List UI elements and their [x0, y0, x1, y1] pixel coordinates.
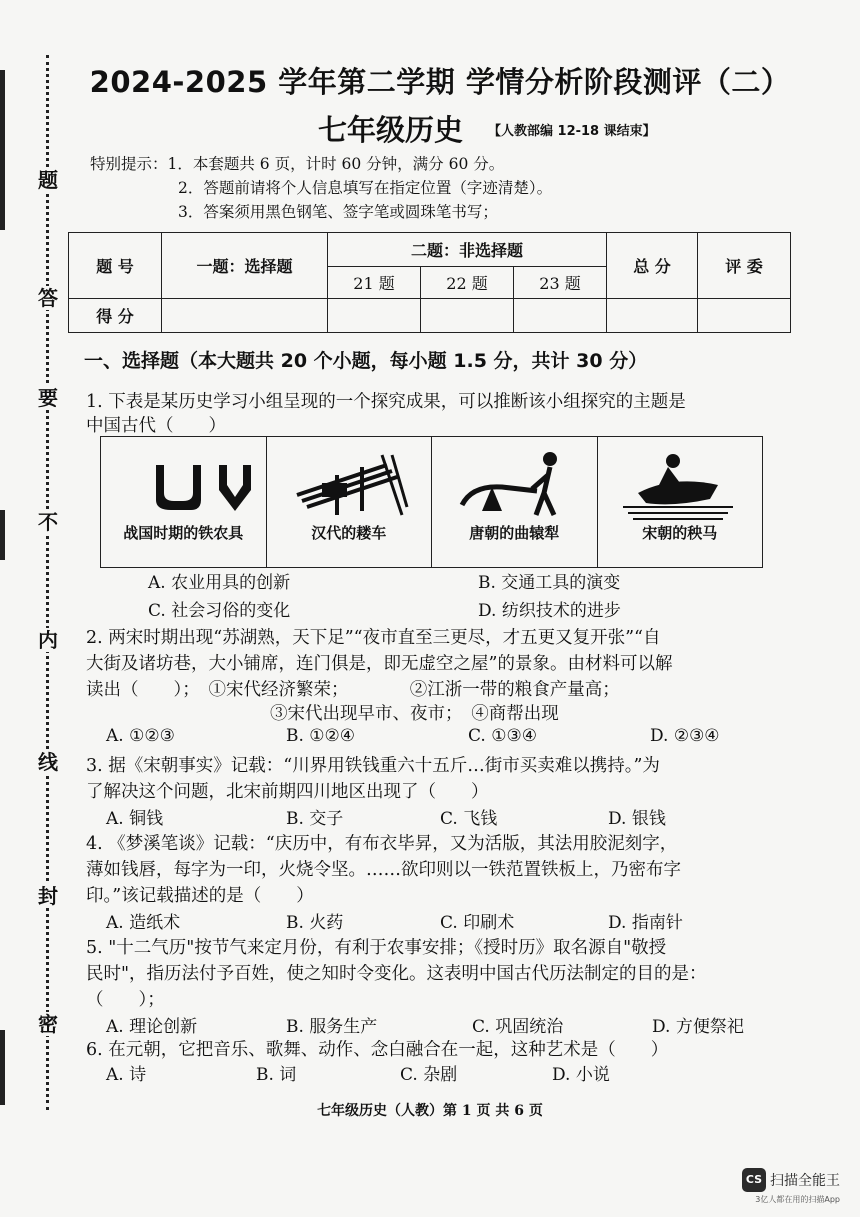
- q23-header: 23 题: [514, 267, 607, 299]
- question-stem: 大街及诸坊巷，大小铺席，连门俱是，即无虚空之屋”的景象。由材料可以解: [86, 654, 673, 674]
- option-d[interactable]: D. 方便祭祀: [652, 1017, 744, 1037]
- scanner-watermark: [742, 1168, 840, 1205]
- defen-label: 得 分: [69, 299, 162, 333]
- option-d[interactable]: D. 小说: [552, 1065, 610, 1085]
- question-stem: 1. 下表是某历史学习小组呈现的一个探究成果，可以推断该小组探究的主题是: [86, 392, 686, 412]
- option-c[interactable]: C. 飞钱: [440, 809, 498, 829]
- part2-header: 二题：非选择题: [328, 233, 607, 267]
- question-stem: 薄如钱唇，每字为一印，火烧令坚。……欲印则以一铁范置铁板上，乃密布字: [86, 860, 681, 880]
- q22-header: 22 题: [421, 267, 514, 299]
- option-a[interactable]: A. 造纸术: [106, 913, 181, 933]
- binding-char: 不: [38, 510, 58, 534]
- score-cell[interactable]: [514, 299, 607, 333]
- q21-header: 21 题: [328, 267, 421, 299]
- option-b[interactable]: B. 交通工具的演变: [478, 573, 621, 593]
- binding-char: 要: [38, 386, 58, 410]
- question-stem: 3. 据《宋朝事实》记载：“川界用铁钱重六十五斤…街市买卖难以携持。”为: [86, 756, 660, 776]
- seed-drill-icon: [267, 445, 427, 525]
- tihao-header: 题 号: [69, 233, 162, 299]
- binding-char: 封: [38, 884, 58, 908]
- question-stem: 印。”该记载描述的是（ ）: [86, 886, 314, 906]
- question-stem: 民时"，指历法付予百姓，使之知时令变化。这表明中国古代历法制定的目的是：: [86, 964, 707, 984]
- rice-seedling-horse-icon: [598, 445, 758, 525]
- option-b[interactable]: B. 交子: [286, 809, 344, 829]
- question-stem: （ ）；: [86, 990, 165, 1010]
- subject-title: 七年级历史: [318, 113, 464, 147]
- question-stem: 4. 《梦溪笔谈》记载：“庆历中，有布衣毕昇，又为活版，其法用胶泥刻字，: [86, 834, 678, 854]
- scan-edge-line: [0, 510, 5, 560]
- exam-title: 2024-2025 学年第二学期 学情分析阶段测评（二）: [89, 65, 791, 99]
- question-stem: 读出（ ）； ①宋代经济繁荣； ②江浙一带的粮食产量高；: [86, 680, 620, 700]
- q1-caption: 宋朝的秧马: [642, 524, 718, 542]
- part1-header: 一题：选择题: [162, 233, 328, 299]
- camscanner-logo-icon: CS: [742, 1168, 766, 1192]
- option-a[interactable]: A. 诗: [106, 1065, 147, 1085]
- q1-image-table: [100, 436, 763, 568]
- option-d[interactable]: D. 指南针: [608, 913, 683, 933]
- tip-line: 3．答案须用黑色钢笔、签字笔或圆珠笔书写；: [178, 203, 498, 221]
- option-a[interactable]: A. 农业用具的创新: [148, 573, 291, 593]
- question-stem: 6. 在元朝，它把音乐、歌舞、动作、念白融合在一起，这种艺术是（ ）: [86, 1040, 669, 1060]
- question-stem: 5. "十二气历"按节气来定月份，有利于农事安排；《授时历》取名源自"敬授: [86, 938, 667, 958]
- option-a[interactable]: A. 理论创新: [106, 1017, 198, 1037]
- score-table: [68, 232, 791, 333]
- option-b[interactable]: B. 服务生产: [286, 1017, 378, 1037]
- option-d[interactable]: D. 银钱: [608, 809, 666, 829]
- binding-char: 线: [38, 750, 58, 774]
- q1-caption: 战国时期的铁农具: [123, 524, 244, 542]
- option-b[interactable]: B. 火药: [286, 913, 344, 933]
- reviewer-header: 评 委: [698, 233, 791, 299]
- question-stem: 2. 两宋时期出现“苏湖熟，天下足”“夜市直至三更尽，才五更又复开张”“自: [86, 628, 661, 648]
- score-cell[interactable]: [328, 299, 421, 333]
- watermark-name: 扫描全能王: [770, 1173, 840, 1189]
- score-cell[interactable]: [698, 299, 791, 333]
- option-b[interactable]: B. 词: [256, 1065, 297, 1085]
- binding-char: 内: [38, 628, 58, 652]
- q1-caption: 汉代的耧车: [311, 524, 387, 542]
- option-b[interactable]: B. ①②④: [286, 726, 356, 746]
- option-c[interactable]: C. 社会习俗的变化: [148, 601, 291, 621]
- score-cell[interactable]: [607, 299, 698, 333]
- question-stem: ③宋代出现早市、夜市； ④商帮出现: [270, 704, 559, 724]
- q1-image-cell: [267, 437, 433, 567]
- score-cell[interactable]: [162, 299, 328, 333]
- score-cell[interactable]: [421, 299, 514, 333]
- q1-image-cell: [101, 437, 267, 567]
- section-heading: 一、选择题（本大题共 20 个小题，每小题 1.5 分，共计 30 分）: [84, 350, 648, 372]
- page-footer: 七年级历史（人教）第 1 页 共 6 页: [317, 1103, 543, 1119]
- total-header: 总 分: [607, 233, 698, 299]
- option-c[interactable]: C. 杂剧: [400, 1065, 458, 1085]
- q1-caption: 唐朝的曲辕犁: [469, 524, 560, 542]
- question-stem: 中国古代（ ）: [86, 416, 226, 436]
- scan-edge-line: [0, 1030, 5, 1105]
- option-d[interactable]: D. ②③④: [650, 726, 720, 746]
- option-a[interactable]: A. 铜钱: [106, 809, 164, 829]
- binding-char: 题: [38, 168, 58, 192]
- option-c[interactable]: C. 印刷术: [440, 913, 515, 933]
- curved-plough-icon: [432, 445, 592, 525]
- option-d[interactable]: D. 纺织技术的进步: [478, 601, 621, 621]
- q1-image-cell: [598, 437, 763, 567]
- binding-char: 答: [38, 286, 58, 310]
- binding-dotted-line: [46, 55, 49, 1110]
- question-stem: 了解决这个问题，北宋前期四川地区出现了（ ）: [86, 782, 489, 802]
- watermark-subtitle: 3亿人都在用的扫描App: [755, 1195, 840, 1204]
- tip-line: 2．答题前请将个人信息填写在指定位置（字迹清楚）。: [178, 179, 553, 197]
- binding-char: 密: [38, 1012, 58, 1036]
- scan-edge-line: [0, 70, 5, 230]
- scope-note: 【人教部编 12-18 课结束】: [488, 124, 656, 139]
- tip-line: 特别提示：1．本套题共 6 页，计时 60 分钟，满分 60 分。: [90, 155, 505, 173]
- q1-image-cell: [432, 437, 598, 567]
- option-c[interactable]: C. 巩固统治: [472, 1017, 564, 1037]
- option-a[interactable]: A. ①②③: [106, 726, 175, 746]
- option-c[interactable]: C. ①③④: [468, 726, 537, 746]
